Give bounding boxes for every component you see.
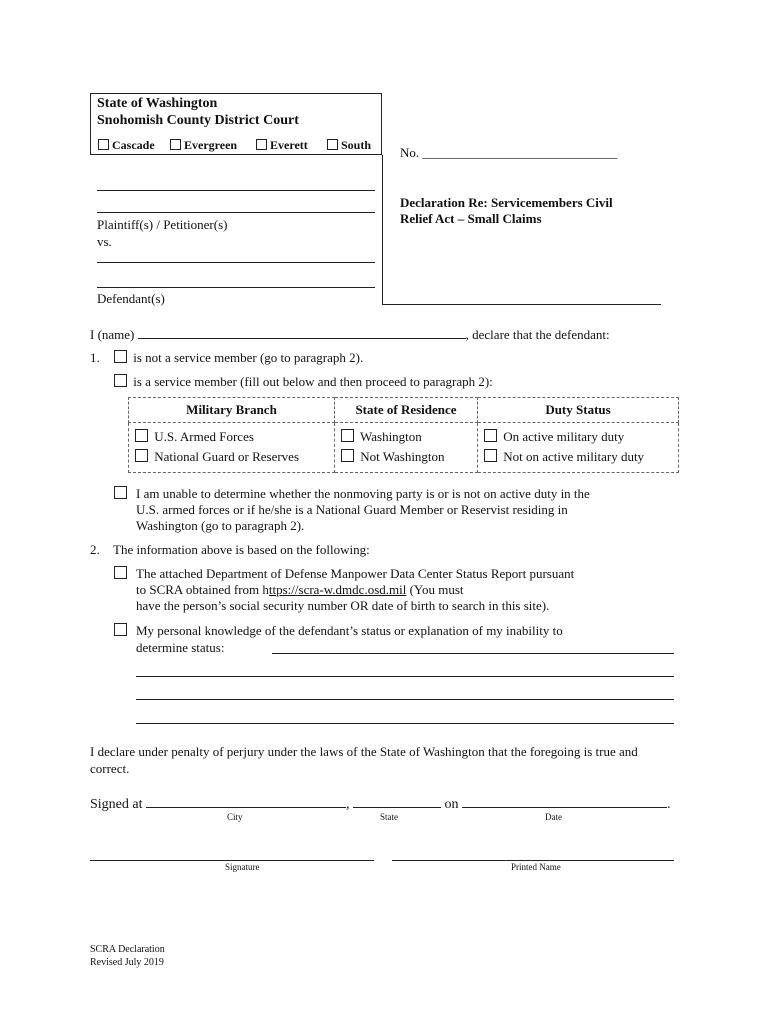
p1-unable-line-1: I am unable to determine whether the nonmoving party is or is not on active duty in the: [136, 486, 590, 501]
city-caption: City: [227, 812, 243, 822]
date-caption: Date: [545, 812, 562, 822]
option-washington[interactable]: Washington: [341, 427, 471, 447]
state-field[interactable]: [353, 795, 441, 808]
military-status-table: [128, 397, 679, 473]
division-cascade[interactable]: Cascade: [98, 138, 155, 153]
doc-title-line-2: Relief Act – Small Claims: [400, 211, 542, 226]
p1-unable-line-3: Washington (go to paragraph 2).: [136, 518, 305, 533]
checkbox-evergreen[interactable]: [170, 139, 181, 150]
p2-report-line-2: to SCRA obtained from https://scra-w.dmdc.osd.mil (You must: [136, 582, 464, 597]
intro-line: I (name) , declare that the defendant:: [90, 327, 610, 342]
defendant-label: Defendant(s): [97, 291, 165, 306]
p2-option-knowledge[interactable]: [114, 623, 130, 639]
caption-divider-bottom: [382, 304, 661, 305]
declarant-name-field[interactable]: [138, 326, 466, 339]
plaintiff-line-2[interactable]: [97, 212, 375, 213]
p1-option-not-member[interactable]: is not a service member (go to paragraph 2).: [114, 350, 363, 366]
checkbox-not-active-duty[interactable]: [484, 449, 497, 462]
signature-line[interactable]: [90, 860, 374, 861]
city-field[interactable]: [146, 795, 346, 808]
date-field[interactable]: [462, 795, 667, 808]
explanation-line-4[interactable]: [136, 723, 674, 724]
p2-knowledge-line-1: My personal knowledge of the defendant’s status or explanation of my inability to: [136, 623, 563, 638]
paragraph-1-number: 1.: [90, 350, 100, 365]
doc-title-line-1: Declaration Re: Servicemembers Civil: [400, 195, 613, 210]
table-header-row: [129, 398, 679, 423]
checkbox-personal-knowledge[interactable]: [114, 623, 127, 636]
option-active-duty[interactable]: On active military duty: [484, 427, 672, 447]
paragraph-2-number: 2.: [90, 542, 100, 557]
division-everett[interactable]: Everett: [256, 138, 308, 153]
division-evergreen[interactable]: Evergreen: [170, 138, 237, 153]
checkbox-service-member[interactable]: [114, 374, 127, 387]
explanation-line-3[interactable]: [136, 699, 674, 700]
signed-at-line: Signed at , on .: [90, 797, 671, 812]
plaintiff-line-1[interactable]: [97, 190, 375, 191]
vs-label: vs.: [97, 234, 112, 249]
checkbox-not-washington[interactable]: [341, 449, 354, 462]
p1-option-unable[interactable]: [114, 486, 130, 502]
military-branch-cell: [129, 423, 335, 473]
scra-website-link[interactable]: ttps://scra-w.dmdc.osd.mil: [268, 582, 407, 597]
signature-caption: Signature: [225, 862, 260, 872]
explanation-line-1[interactable]: [272, 653, 674, 654]
checkbox-not-service-member[interactable]: [114, 350, 127, 363]
perjury-line-1: I declare under penalty of perjury under the laws of the State of Washington that the foregoing is true and: [90, 744, 638, 759]
checkbox-active-duty[interactable]: [484, 429, 497, 442]
checkbox-unable-to-determine[interactable]: [114, 486, 127, 499]
printed-name-line[interactable]: [392, 860, 674, 861]
case-number-field[interactable]: No. ______________________________: [400, 145, 618, 160]
explanation-line-2[interactable]: [136, 676, 674, 677]
state-caption: State: [380, 812, 398, 822]
state-heading: State of Washington: [97, 96, 218, 111]
checkbox-us-armed-forces[interactable]: [135, 429, 148, 442]
checkbox-south[interactable]: [327, 139, 338, 150]
checkbox-cascade[interactable]: [98, 139, 109, 150]
perjury-line-2: correct.: [90, 761, 130, 776]
header-duty-status: Duty Status: [478, 398, 679, 423]
option-national-guard[interactable]: National Guard or Reserves: [135, 447, 328, 467]
defendant-line-1[interactable]: [97, 262, 375, 263]
state-of-residence-cell: [335, 423, 478, 473]
duty-status-cell: [478, 423, 679, 473]
p2-knowledge-line-2: determine status:: [136, 640, 225, 655]
option-not-washington[interactable]: Not Washington: [341, 447, 471, 467]
p1-option-member[interactable]: is a service member (fill out below and then proceed to paragraph 2):: [114, 374, 493, 390]
footer-form-name: SCRA Declaration: [90, 944, 165, 955]
option-not-active-duty[interactable]: Not on active military duty: [484, 447, 672, 467]
p2-report-line-1: The attached Department of Defense Manpower Data Center Status Report pursuant: [136, 566, 575, 581]
p2-report-line-3: have the person’s social security number OR date of birth to search in this site).: [136, 598, 550, 613]
defendant-line-2[interactable]: [97, 287, 375, 288]
header-military-branch: Military Branch: [129, 398, 335, 423]
header-state-of-residence: State of Residence: [335, 398, 478, 423]
table-row: [129, 423, 679, 473]
division-south[interactable]: South: [327, 138, 371, 153]
paragraph-2-text: The information above is based on the following:: [113, 542, 370, 557]
checkbox-everett[interactable]: [256, 139, 267, 150]
p1-unable-line-2: U.S. armed forces or if he/she is a National Guard Member or Reservist residing in: [136, 502, 568, 517]
checkbox-dmdc-report[interactable]: [114, 566, 127, 579]
p2-option-report[interactable]: [114, 566, 130, 582]
checkbox-washington[interactable]: [341, 429, 354, 442]
printed-name-caption: Printed Name: [511, 862, 561, 872]
option-us-armed-forces[interactable]: U.S. Armed Forces: [135, 427, 328, 447]
plaintiff-label: Plaintiff(s) / Petitioner(s): [97, 217, 228, 232]
checkbox-national-guard[interactable]: [135, 449, 148, 462]
court-heading: Snohomish County District Court: [97, 113, 299, 128]
caption-divider-vertical: [382, 155, 383, 304]
footer-revision: Revised July 2019: [90, 957, 164, 968]
